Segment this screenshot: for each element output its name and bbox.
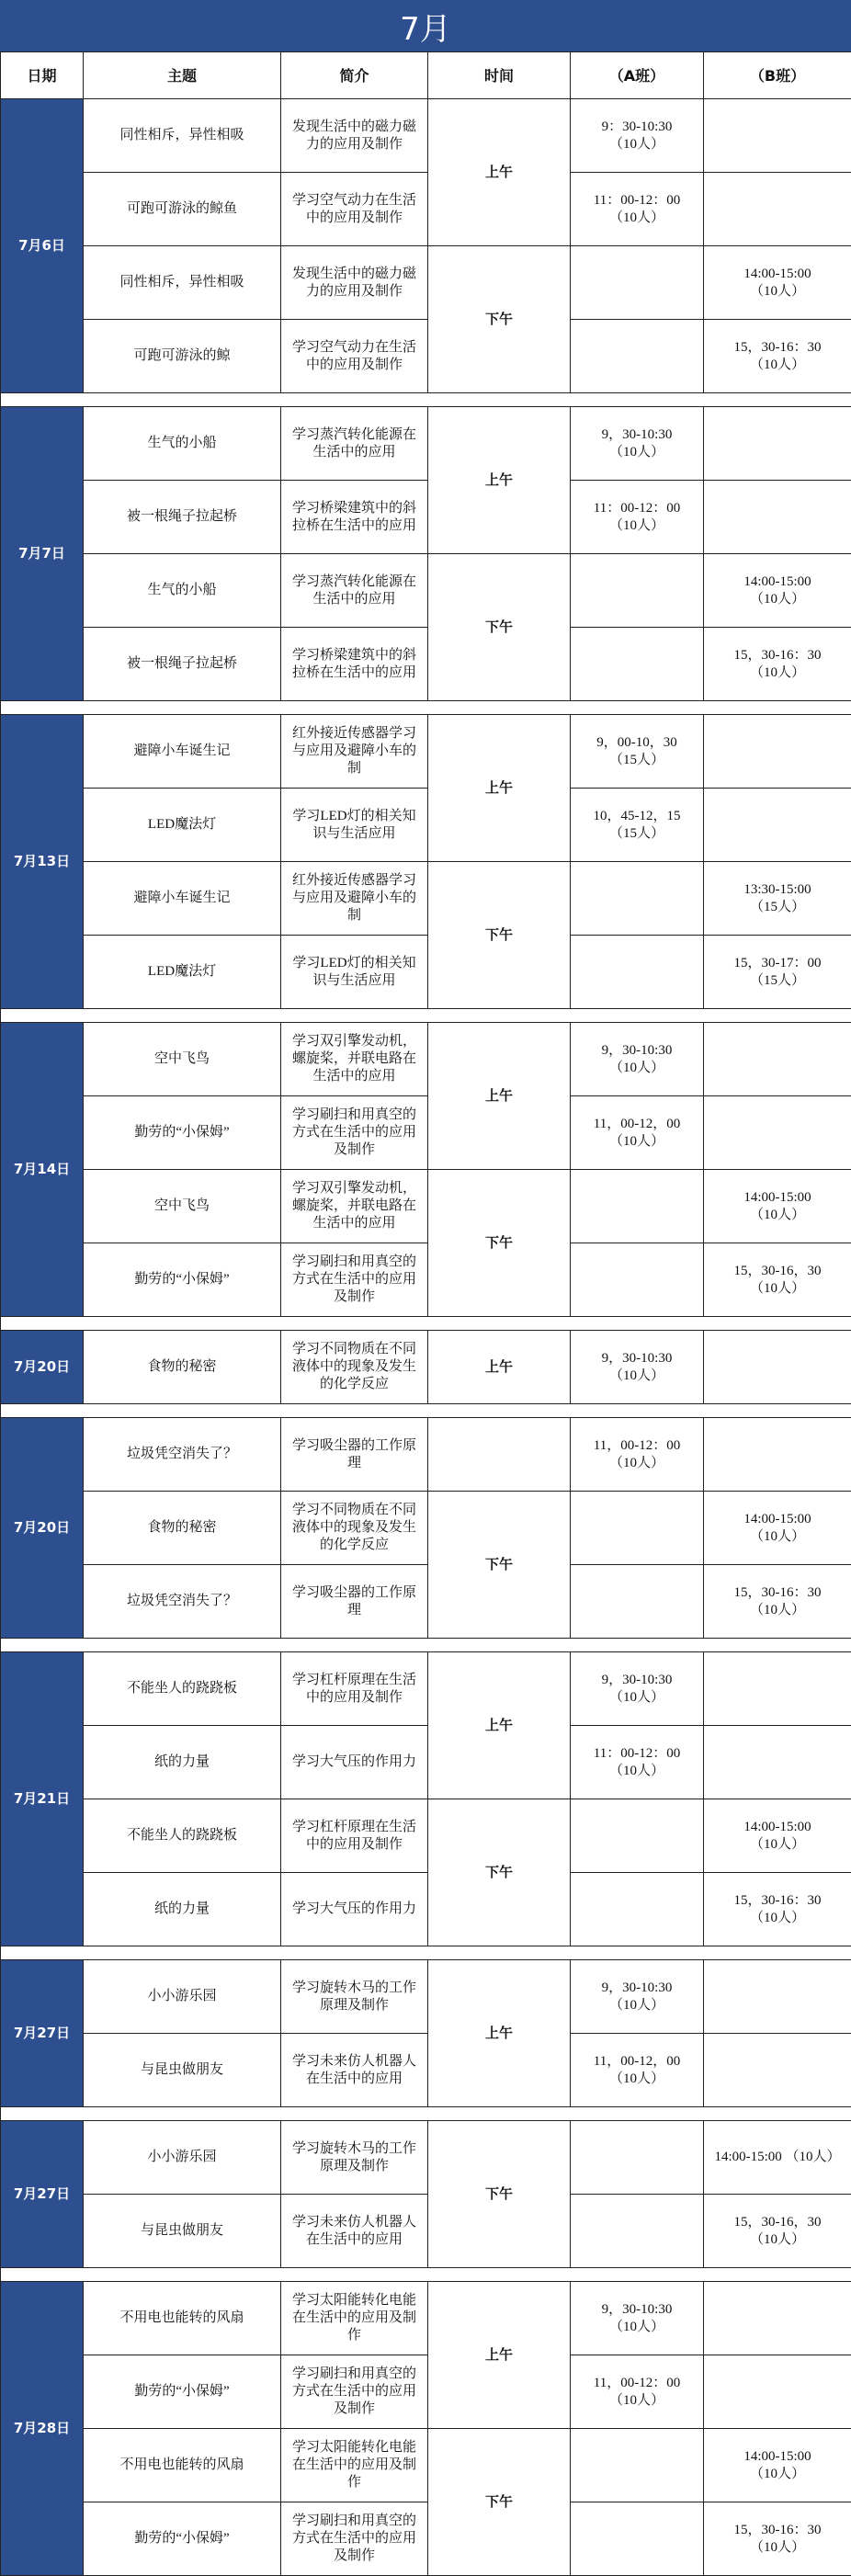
class-b-slot bbox=[704, 1726, 851, 1799]
table-row bbox=[1, 715, 851, 789]
header-class-a: （A班） bbox=[571, 52, 704, 99]
table-row bbox=[1, 1418, 851, 1492]
description-cell: 学习刷扫和用真空的方式在生活中的应用及制作 bbox=[281, 1096, 428, 1170]
description-cell: 学习空气动力在生活中的应用及制作 bbox=[281, 173, 428, 246]
table-row bbox=[1, 1243, 851, 1317]
class-b-slot: 14:00-15:00 （10人） bbox=[704, 246, 851, 320]
class-a-slot: 10，45-12，15 （15人） bbox=[571, 789, 704, 862]
class-a-slot: 9，30-10:30 （10人） bbox=[571, 1960, 704, 2034]
class-b-slot: 15，30-16，30 （10人） bbox=[704, 1243, 851, 1317]
group-separator bbox=[1, 1639, 851, 1652]
separator-cell bbox=[1, 1317, 851, 1331]
class-b-slot bbox=[704, 1960, 851, 2034]
description-cell: 学习空气动力在生活中的应用及制作 bbox=[281, 320, 428, 393]
class-a-slot bbox=[571, 246, 704, 320]
date-cell: 7月27日 bbox=[1, 2121, 84, 2268]
header-time: 时间 bbox=[428, 52, 571, 99]
description-cell: 学习桥梁建筑中的斜拉桥在生活中的应用 bbox=[281, 628, 428, 701]
class-b-slot bbox=[704, 2282, 851, 2355]
class-b-slot: 15，30-16：30 （10人） bbox=[704, 628, 851, 701]
time-cell: 下午 bbox=[428, 1799, 571, 1946]
topic-cell: LED魔法灯 bbox=[84, 936, 281, 1009]
table-row bbox=[1, 1170, 851, 1243]
class-a-slot: 11：00-12：00 （10人） bbox=[571, 481, 704, 554]
topic-cell: 同性相斥，异性相吸 bbox=[84, 246, 281, 320]
class-a-slot: 9，00-10，30 （15人） bbox=[571, 715, 704, 789]
table-row bbox=[1, 2121, 851, 2195]
description-cell: 学习大气压的作用力 bbox=[281, 1873, 428, 1946]
table-row bbox=[1, 246, 851, 320]
group-separator bbox=[1, 2107, 851, 2121]
table-row bbox=[1, 1096, 851, 1170]
class-b-slot: 14:00-15:00 （10人） bbox=[704, 2429, 851, 2502]
class-a-slot bbox=[571, 2502, 704, 2576]
class-b-slot bbox=[704, 789, 851, 862]
description-cell: 学习双引擎发动机，螺旋桨，并联电路在生活中的应用 bbox=[281, 1170, 428, 1243]
topic-cell: 勤劳的“小保姆” bbox=[84, 1243, 281, 1317]
class-a-slot: 11：00-12：00 （10人） bbox=[571, 173, 704, 246]
time-cell: 下午 bbox=[428, 862, 571, 1009]
class-a-slot: 9，30-10:30 （10人） bbox=[571, 407, 704, 481]
topic-cell: 不用电也能转的风扇 bbox=[84, 2429, 281, 2502]
class-a-slot bbox=[571, 628, 704, 701]
group-separator bbox=[1, 1009, 851, 1023]
topic-cell: 同性相斥，异性相吸 bbox=[84, 99, 281, 173]
date-cell: 7月6日 bbox=[1, 99, 84, 393]
topic-cell: 空中飞鸟 bbox=[84, 1023, 281, 1096]
date-cell: 7月14日 bbox=[1, 1023, 84, 1317]
topic-cell: 被一根绳子拉起桥 bbox=[84, 628, 281, 701]
topic-cell: LED魔法灯 bbox=[84, 789, 281, 862]
group-separator bbox=[1, 2268, 851, 2282]
topic-cell: 被一根绳子拉起桥 bbox=[84, 481, 281, 554]
table-row bbox=[1, 407, 851, 481]
class-b-slot: 15，30-16，30 （10人） bbox=[704, 2195, 851, 2268]
header-description: 简介 bbox=[281, 52, 428, 99]
time-cell: 上午 bbox=[428, 2282, 571, 2429]
class-b-slot bbox=[704, 99, 851, 173]
table-row bbox=[1, 789, 851, 862]
description-cell: 学习旋转木马的工作原理及制作 bbox=[281, 2121, 428, 2195]
class-b-slot: 14:00-15:00 （10人） bbox=[704, 1492, 851, 1565]
class-a-slot: 11，00-12，00 （10人） bbox=[571, 1096, 704, 1170]
date-cell: 7月27日 bbox=[1, 1960, 84, 2107]
class-b-slot: 15，30-16：30 （10人） bbox=[704, 1873, 851, 1946]
separator-cell bbox=[1, 1639, 851, 1652]
time-cell: 下午 bbox=[428, 2429, 571, 2576]
class-b-slot: 14:00-15:00 （10人） bbox=[704, 554, 851, 628]
class-b-slot: 15，30-16：30 （10人） bbox=[704, 1565, 851, 1639]
class-a-slot bbox=[571, 2195, 704, 2268]
description-cell: 学习太阳能转化电能在生活中的应用及制作 bbox=[281, 2429, 428, 2502]
time-cell: 下午 bbox=[428, 2121, 571, 2268]
class-b-slot: 15，30-17：00 （15人） bbox=[704, 936, 851, 1009]
table-row bbox=[1, 1799, 851, 1873]
group-separator bbox=[1, 1404, 851, 1418]
class-b-slot bbox=[704, 481, 851, 554]
time-cell: 上午 bbox=[428, 1960, 571, 2107]
topic-cell: 生气的小船 bbox=[84, 554, 281, 628]
separator-cell bbox=[1, 1009, 851, 1023]
table-row bbox=[1, 2429, 851, 2502]
class-b-slot bbox=[704, 1331, 851, 1404]
class-a-slot bbox=[571, 1565, 704, 1639]
class-a-slot bbox=[571, 1873, 704, 1946]
class-a-slot: 9，30-10:30 （10人） bbox=[571, 1023, 704, 1096]
table-row bbox=[1, 1023, 851, 1096]
date-cell: 7月20日 bbox=[1, 1331, 84, 1404]
table-row bbox=[1, 628, 851, 701]
class-a-slot: 9：30-10:30 （10人） bbox=[571, 99, 704, 173]
time-cell: 上午 bbox=[428, 407, 571, 554]
topic-cell: 纸的力量 bbox=[84, 1726, 281, 1799]
topic-cell: 可跑可游泳的鲸 bbox=[84, 320, 281, 393]
table-row bbox=[1, 173, 851, 246]
description-cell: 学习吸尘器的工作原理 bbox=[281, 1565, 428, 1639]
topic-cell: 不用电也能转的风扇 bbox=[84, 2282, 281, 2355]
topic-cell: 生气的小船 bbox=[84, 407, 281, 481]
separator-cell bbox=[1, 1946, 851, 1960]
header-class-b: （B班） bbox=[704, 52, 851, 99]
class-a-slot bbox=[571, 1170, 704, 1243]
class-b-slot: 14:00-15:00 （10人） bbox=[704, 2121, 851, 2195]
topic-cell: 食物的秘密 bbox=[84, 1331, 281, 1404]
class-b-slot: 14:00-15:00 （10人） bbox=[704, 1799, 851, 1873]
topic-cell: 避障小车诞生记 bbox=[84, 862, 281, 936]
class-b-slot bbox=[704, 2355, 851, 2429]
date-cell: 7月13日 bbox=[1, 715, 84, 1009]
description-cell: 红外接近传感器学习与应用及避障小车的制 bbox=[281, 862, 428, 936]
topic-cell: 勤劳的“小保姆” bbox=[84, 2355, 281, 2429]
class-b-slot: 13:30-15:00 （15人） bbox=[704, 862, 851, 936]
time-cell: 上午 bbox=[428, 1331, 571, 1404]
class-b-slot bbox=[704, 715, 851, 789]
description-cell: 学习LED灯的相关知识与生活应用 bbox=[281, 789, 428, 862]
table-row bbox=[1, 1492, 851, 1565]
class-b-slot bbox=[704, 173, 851, 246]
description-cell: 学习杠杆原理在生活中的应用及制作 bbox=[281, 1652, 428, 1726]
group-separator bbox=[1, 393, 851, 407]
page-title: 7月 bbox=[0, 0, 851, 51]
class-a-slot bbox=[571, 1799, 704, 1873]
class-b-slot bbox=[704, 2034, 851, 2107]
table-row bbox=[1, 2282, 851, 2355]
topic-cell: 垃圾凭空消失了？ bbox=[84, 1565, 281, 1639]
topic-cell: 不能坐人的跷跷板 bbox=[84, 1652, 281, 1726]
description-cell: 发现生活中的磁力磁力的应用及制作 bbox=[281, 246, 428, 320]
class-b-slot bbox=[704, 1023, 851, 1096]
date-cell: 7月20日 bbox=[1, 1418, 84, 1639]
topic-cell: 垃圾凭空消失了？ bbox=[84, 1418, 281, 1492]
time-cell: 上午 bbox=[428, 1652, 571, 1799]
class-a-slot bbox=[571, 936, 704, 1009]
class-b-slot: 15，30-16：30 （10人） bbox=[704, 320, 851, 393]
schedule-table bbox=[0, 51, 851, 2576]
table-row bbox=[1, 481, 851, 554]
table-row bbox=[1, 554, 851, 628]
class-b-slot: 14:00-15:00 （10人） bbox=[704, 1170, 851, 1243]
topic-cell: 小小游乐园 bbox=[84, 1960, 281, 2034]
description-cell: 学习蒸汽转化能源在生活中的应用 bbox=[281, 407, 428, 481]
table-row bbox=[1, 1873, 851, 1946]
date-cell: 7月28日 bbox=[1, 2282, 84, 2576]
topic-cell: 避障小车诞生记 bbox=[84, 715, 281, 789]
separator-cell bbox=[1, 2268, 851, 2282]
topic-cell: 食物的秘密 bbox=[84, 1492, 281, 1565]
table-row bbox=[1, 2195, 851, 2268]
description-cell: 学习未来仿人机器人在生活中的应用 bbox=[281, 2034, 428, 2107]
topic-cell: 与昆虫做朋友 bbox=[84, 2034, 281, 2107]
description-cell: 发现生活中的磁力磁力的应用及制作 bbox=[281, 99, 428, 173]
class-a-slot: 11，00-12：00 （10人） bbox=[571, 2355, 704, 2429]
table-row bbox=[1, 1960, 851, 2034]
description-cell: 学习蒸汽转化能源在生活中的应用 bbox=[281, 554, 428, 628]
description-cell: 学习LED灯的相关知识与生活应用 bbox=[281, 936, 428, 1009]
description-cell: 学习桥梁建筑中的斜拉桥在生活中的应用 bbox=[281, 481, 428, 554]
time-cell bbox=[428, 1418, 571, 1492]
time-cell: 下午 bbox=[428, 1492, 571, 1639]
class-a-slot: 9，30-10:30 （10人） bbox=[571, 2282, 704, 2355]
group-separator bbox=[1, 1317, 851, 1331]
class-a-slot bbox=[571, 1492, 704, 1565]
table-row bbox=[1, 1331, 851, 1404]
date-cell: 7月7日 bbox=[1, 407, 84, 701]
description-cell: 学习刷扫和用真空的方式在生活中的应用及制作 bbox=[281, 1243, 428, 1317]
topic-cell: 勤劳的“小保姆” bbox=[84, 1096, 281, 1170]
class-a-slot: 11，00-12，00 （10人） bbox=[571, 2034, 704, 2107]
schedule-body bbox=[1, 99, 851, 2576]
separator-cell bbox=[1, 701, 851, 715]
class-a-slot bbox=[571, 554, 704, 628]
group-separator bbox=[1, 1946, 851, 1960]
description-cell: 学习不同物质在不同液体中的现象及发生的化学反应 bbox=[281, 1331, 428, 1404]
class-a-slot: 9，30-10:30 （10人） bbox=[571, 1652, 704, 1726]
topic-cell: 与昆虫做朋友 bbox=[84, 2195, 281, 2268]
separator-cell bbox=[1, 2107, 851, 2121]
table-row bbox=[1, 2034, 851, 2107]
class-a-slot bbox=[571, 1243, 704, 1317]
class-a-slot: 9，30-10:30 （10人） bbox=[571, 1331, 704, 1404]
table-row bbox=[1, 1726, 851, 1799]
description-cell: 学习太阳能转化电能在生活中的应用及制作 bbox=[281, 2282, 428, 2355]
header-date: 日期 bbox=[1, 52, 84, 99]
class-a-slot: 11：00-12：00 （10人） bbox=[571, 1726, 704, 1799]
date-cell: 7月21日 bbox=[1, 1652, 84, 1946]
class-b-slot bbox=[704, 407, 851, 481]
class-a-slot: 11，00-12：00 （10人） bbox=[571, 1418, 704, 1492]
topic-cell: 小小游乐园 bbox=[84, 2121, 281, 2195]
table-row bbox=[1, 2502, 851, 2576]
class-a-slot bbox=[571, 2429, 704, 2502]
header-topic: 主题 bbox=[84, 52, 281, 99]
class-a-slot bbox=[571, 320, 704, 393]
group-separator bbox=[1, 701, 851, 715]
description-cell: 学习杠杆原理在生活中的应用及制作 bbox=[281, 1799, 428, 1873]
description-cell: 红外接近传感器学习与应用及避障小车的制 bbox=[281, 715, 428, 789]
description-cell: 学习刷扫和用真空的方式在生活中的应用及制作 bbox=[281, 2502, 428, 2576]
time-cell: 上午 bbox=[428, 1023, 571, 1170]
class-b-slot: 15，30-16：30 （10人） bbox=[704, 2502, 851, 2576]
class-b-slot bbox=[704, 1418, 851, 1492]
header-row bbox=[1, 52, 851, 99]
topic-cell: 勤劳的“小保姆” bbox=[84, 2502, 281, 2576]
class-a-slot bbox=[571, 2121, 704, 2195]
description-cell: 学习大气压的作用力 bbox=[281, 1726, 428, 1799]
separator-cell bbox=[1, 1404, 851, 1418]
description-cell: 学习双引擎发动机，螺旋桨，并联电路在生活中的应用 bbox=[281, 1023, 428, 1096]
time-cell: 上午 bbox=[428, 715, 571, 862]
table-row bbox=[1, 936, 851, 1009]
time-cell: 下午 bbox=[428, 1170, 571, 1317]
description-cell: 学习未来仿人机器人在生活中的应用 bbox=[281, 2195, 428, 2268]
class-a-slot bbox=[571, 862, 704, 936]
description-cell: 学习吸尘器的工作原理 bbox=[281, 1418, 428, 1492]
time-cell: 下午 bbox=[428, 554, 571, 701]
separator-cell bbox=[1, 393, 851, 407]
topic-cell: 不能坐人的跷跷板 bbox=[84, 1799, 281, 1873]
table-row bbox=[1, 1652, 851, 1726]
table-row bbox=[1, 2355, 851, 2429]
table-row bbox=[1, 1565, 851, 1639]
class-b-slot bbox=[704, 1652, 851, 1726]
time-cell: 上午 bbox=[428, 99, 571, 246]
class-b-slot bbox=[704, 1096, 851, 1170]
description-cell: 学习旋转木马的工作原理及制作 bbox=[281, 1960, 428, 2034]
description-cell: 学习不同物质在不同液体中的现象及发生的化学反应 bbox=[281, 1492, 428, 1565]
time-cell: 下午 bbox=[428, 246, 571, 393]
description-cell: 学习刷扫和用真空的方式在生活中的应用及制作 bbox=[281, 2355, 428, 2429]
table-row bbox=[1, 862, 851, 936]
topic-cell: 可跑可游泳的鲸鱼 bbox=[84, 173, 281, 246]
table-row bbox=[1, 99, 851, 173]
topic-cell: 空中飞鸟 bbox=[84, 1170, 281, 1243]
topic-cell: 纸的力量 bbox=[84, 1873, 281, 1946]
table-row bbox=[1, 320, 851, 393]
